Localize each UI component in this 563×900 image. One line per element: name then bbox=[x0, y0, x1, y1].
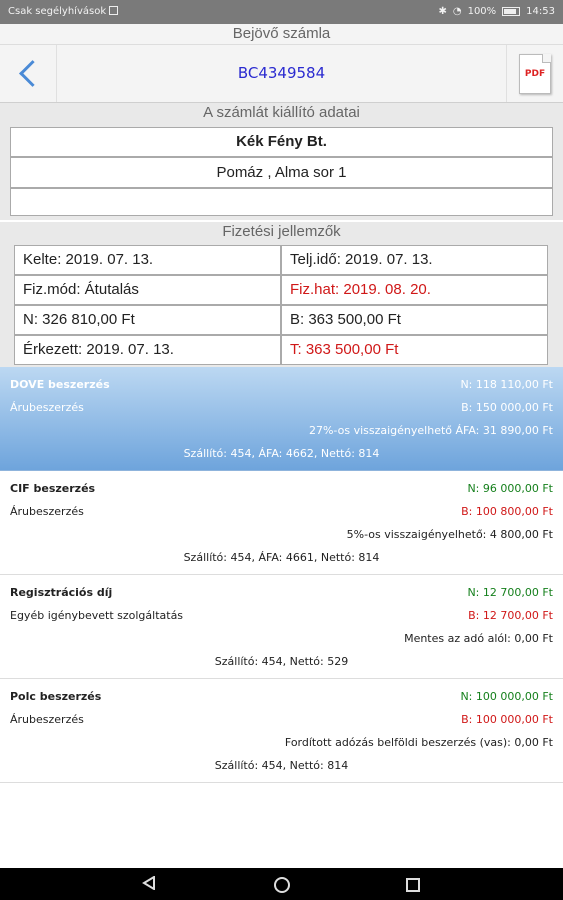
item-info: Szállító: 454, ÁFA: 4661, Nettó: 814 bbox=[183, 551, 380, 564]
battery-icon bbox=[502, 7, 520, 16]
issuer-name-text: Kék Fény Bt. bbox=[236, 133, 327, 150]
status-text: Csak segélyhívások bbox=[8, 6, 107, 17]
invoice-header bbox=[0, 45, 563, 103]
issuer-section bbox=[0, 103, 563, 220]
pdf-icon bbox=[519, 54, 551, 94]
pdf-icon-label: PDF bbox=[524, 68, 546, 79]
payment-issued-text: Kelte: 2019. 07. 13. bbox=[23, 251, 154, 268]
status-left bbox=[8, 6, 118, 17]
payment-fulfilment bbox=[281, 245, 548, 275]
payment-gross bbox=[281, 305, 548, 335]
line-item-shelf[interactable] bbox=[0, 679, 563, 783]
page-title: Bejövő számla bbox=[0, 24, 563, 45]
pdf-button[interactable] bbox=[506, 45, 563, 102]
invoice-number: BC4349584 bbox=[237, 64, 326, 82]
item-net: N: 96 000,00 Ft bbox=[467, 482, 553, 495]
payment-gross-text: B: 363 500,00 Ft bbox=[290, 311, 401, 328]
payment-method-text: Fiz.mód: Átutalás bbox=[23, 281, 139, 298]
system-nav-bar bbox=[0, 868, 563, 900]
item-name: CIF beszerzés bbox=[10, 482, 96, 495]
item-type: Egyéb igénybevett szolgáltatás bbox=[10, 609, 184, 622]
status-right bbox=[438, 6, 555, 17]
payment-fulfilment-text: Telj.idő: 2019. 07. 13. bbox=[290, 251, 433, 268]
payment-net-text: N: 326 810,00 Ft bbox=[23, 311, 135, 328]
item-name: Polc beszerzés bbox=[10, 690, 102, 703]
item-vat: 27%-os visszaigényelhető ÁFA: 31 890,00 Ft bbox=[308, 424, 553, 437]
chevron-left-icon bbox=[19, 60, 46, 87]
battery-percent: 100% bbox=[467, 6, 497, 17]
issuer-name bbox=[10, 127, 553, 157]
payment-net bbox=[14, 305, 281, 335]
back-button[interactable] bbox=[0, 45, 57, 102]
line-item-cif[interactable] bbox=[0, 471, 563, 575]
line-item-registration[interactable] bbox=[0, 575, 563, 679]
item-name: Regisztrációs díj bbox=[10, 586, 113, 599]
item-net: N: 118 110,00 Ft bbox=[460, 378, 553, 391]
back-triangle-icon[interactable] bbox=[142, 876, 156, 890]
payment-arrived-text: Érkezett: 2019. 07. 13. bbox=[23, 341, 174, 358]
payment-section bbox=[0, 222, 563, 367]
item-gross: B: 12 700,00 Ft bbox=[468, 609, 553, 622]
issuer-section-title: A számlát kiállító adatai bbox=[203, 104, 360, 121]
bluetooth-icon: ✱ bbox=[438, 6, 447, 17]
item-gross: B: 100 800,00 Ft bbox=[461, 505, 553, 518]
wifi-icon: ◔ bbox=[452, 6, 462, 17]
payment-deadline-text: Fiz.hat: 2019. 08. 20. bbox=[290, 281, 431, 298]
item-info: Szállító: 454, Nettó: 814 bbox=[214, 759, 349, 772]
item-type: Árubeszerzés bbox=[10, 401, 84, 414]
item-type: Árubeszerzés bbox=[10, 713, 84, 726]
status-time: 14:53 bbox=[526, 6, 555, 17]
item-net: N: 100 000,00 Ft bbox=[460, 690, 553, 703]
line-item-dove[interactable] bbox=[0, 367, 563, 471]
item-gross: B: 100 000,00 Ft bbox=[461, 713, 553, 726]
payment-total bbox=[281, 335, 548, 365]
issuer-address-text: Pomáz , Alma sor 1 bbox=[216, 164, 347, 181]
payment-total-text: T: 363 500,00 Ft bbox=[290, 341, 399, 358]
payment-method bbox=[14, 275, 281, 305]
line-item-list bbox=[0, 367, 563, 783]
issuer-extra bbox=[10, 188, 553, 216]
item-type: Árubeszerzés bbox=[10, 505, 84, 518]
sim-icon bbox=[109, 6, 118, 15]
home-circle-icon[interactable] bbox=[274, 877, 290, 893]
item-vat: 5%-os visszaigényelhető: 4 800,00 Ft bbox=[346, 528, 553, 541]
recents-square-icon[interactable] bbox=[406, 878, 420, 892]
payment-issued bbox=[14, 245, 281, 275]
item-gross: B: 150 000,00 Ft bbox=[461, 401, 553, 414]
item-vat: Fordított adózás belföldi beszerzés (vas): 0,00 Ft bbox=[284, 736, 553, 749]
item-info: Szállító: 454, Nettó: 529 bbox=[214, 655, 349, 668]
issuer-address bbox=[10, 157, 553, 188]
status-bar bbox=[0, 0, 563, 24]
payment-arrived bbox=[14, 335, 281, 365]
item-name: DOVE beszerzés bbox=[10, 378, 110, 391]
item-vat: Mentes az adó alól: 0,00 Ft bbox=[404, 632, 553, 645]
item-info: Szállító: 454, ÁFA: 4662, Nettó: 814 bbox=[183, 447, 380, 460]
payment-deadline bbox=[281, 275, 548, 305]
payment-section-title: Fizetési jellemzők bbox=[222, 223, 341, 240]
item-net: N: 12 700,00 Ft bbox=[467, 586, 553, 599]
